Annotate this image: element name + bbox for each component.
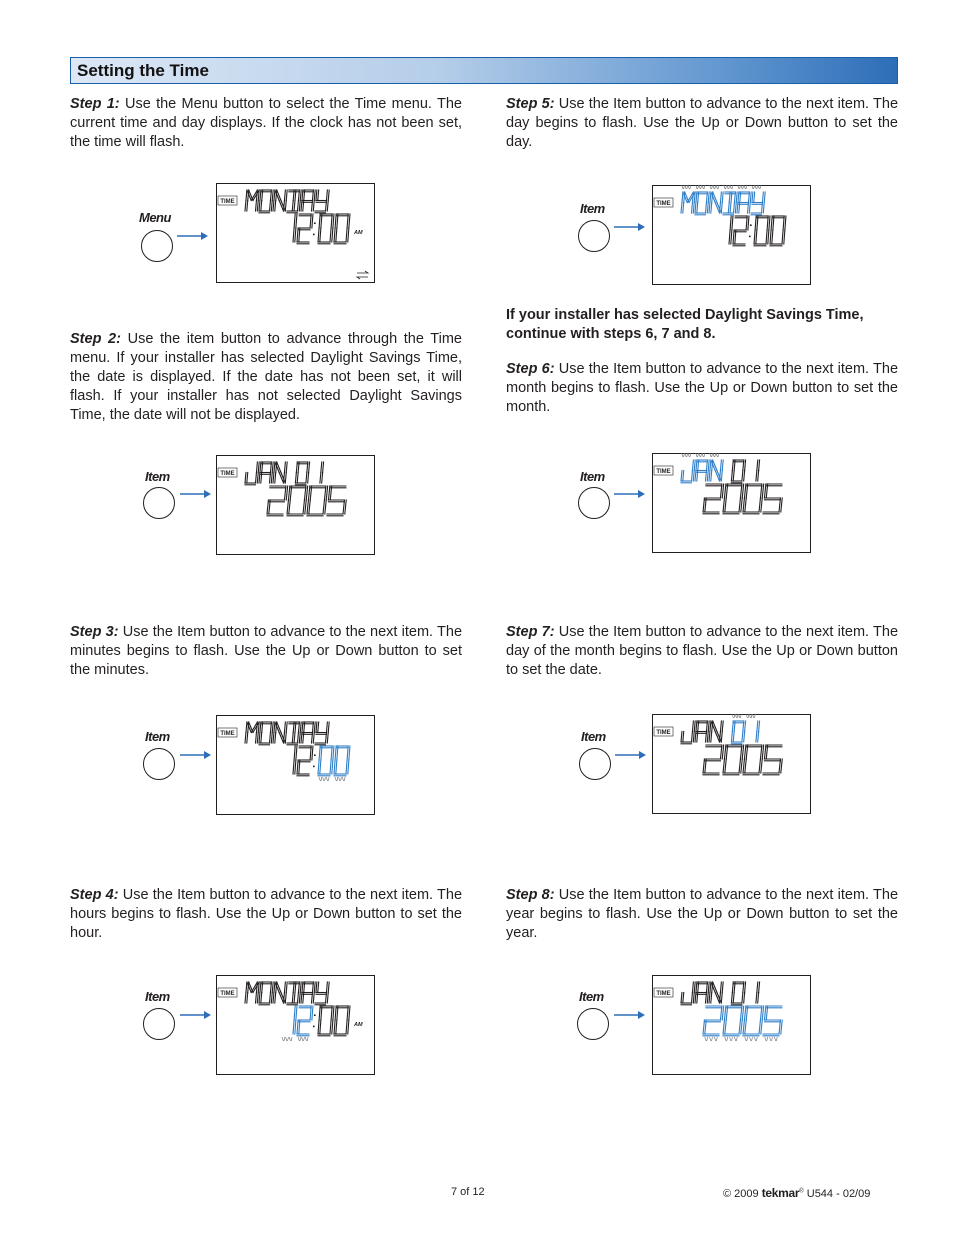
lcd-glyph — [733, 216, 749, 246]
arrow-right-icon — [614, 488, 646, 500]
lcd-glyph — [681, 460, 695, 483]
time-tag — [218, 988, 237, 997]
registered-mark: ® — [799, 1188, 804, 1195]
lcd-top-line — [681, 714, 760, 744]
lcd-glyph — [709, 721, 723, 742]
lcd-glyph — [743, 484, 764, 514]
flash-indicator — [765, 1037, 778, 1041]
lcd-glyph — [334, 746, 350, 776]
lcd-glyph — [770, 216, 786, 246]
time-tag-text: TIME — [656, 991, 671, 997]
lcd-bottom-line — [267, 486, 346, 516]
flash-indicator — [738, 185, 747, 189]
lcd-glyph — [703, 745, 724, 775]
colon-dot — [313, 766, 315, 768]
step-4-label: Step 4: — [70, 887, 119, 903]
item-button-label: Item — [581, 729, 606, 744]
flash-indicator — [710, 185, 719, 189]
lcd-glyph — [709, 460, 723, 481]
item-button-label: Item — [579, 989, 604, 1004]
lcd-display — [216, 975, 375, 1075]
step-1-text — [70, 95, 462, 152]
flash-indicator — [724, 185, 733, 189]
flash-indicator — [696, 185, 705, 189]
lcd-glyph — [723, 484, 744, 514]
flash-indicator — [725, 1037, 738, 1041]
step-6-body: Use the Item button to advance to the next item. The month begins to flash. Use the Up or Down button to set the month. — [506, 361, 899, 415]
step-2-body: Use the item button to advance through the Time menu. If your installer has selected Daylight Savings Time, the date is displayed. If the date has not been set, it will flash. If your installer has not selected Daylight Savings Time, the date will not be displayed. — [70, 331, 462, 423]
lcd-glyph — [297, 746, 313, 776]
lcd-glyph — [301, 722, 315, 743]
lcd-bottom-line — [703, 745, 782, 775]
lcd-glyph — [763, 484, 782, 514]
flash-indicator — [710, 453, 719, 457]
item-button-icon — [578, 487, 610, 519]
item-button-icon — [578, 220, 610, 252]
step-8-text — [506, 886, 898, 943]
step-3-text — [70, 623, 462, 680]
step-7-body: Use the Item button to advance to the next item. The day of the month begins to flash. Use the Up or Down button to set the date. — [506, 624, 899, 678]
time-tag-text: TIME — [656, 469, 671, 475]
step-3-label: Step 3: — [70, 624, 119, 640]
step-6-label: Step 6: — [506, 361, 555, 377]
lcd-display — [216, 455, 375, 555]
time-tag-text: TIME — [656, 201, 671, 207]
arrow-right-icon — [615, 749, 647, 761]
lcd-glyph — [273, 462, 287, 483]
lcd-glyph — [709, 982, 723, 1003]
am-indicator: AM — [354, 1022, 363, 1028]
flash-indicator — [335, 777, 345, 781]
lcd-glyph — [315, 722, 329, 745]
flash-indicator — [745, 1037, 758, 1041]
lcd-top-line — [681, 453, 760, 483]
flash-indicator — [319, 777, 329, 781]
lcd-bottom-line — [703, 484, 782, 514]
arrow-right-icon — [614, 221, 646, 233]
flash-indicator — [682, 453, 691, 457]
time-tag-text: TIME — [220, 731, 235, 737]
lcd-glyph — [245, 462, 259, 485]
lcd-glyph — [737, 192, 751, 213]
step-1-label: Step 1: — [70, 96, 120, 112]
item-button-label: Item — [580, 201, 605, 216]
menu-button-icon — [141, 230, 173, 262]
lcd-display — [652, 714, 811, 814]
lcd-glyph — [273, 190, 287, 211]
flash-indicator — [752, 185, 761, 189]
lcd-glyph — [743, 1006, 764, 1036]
lcd-glyph — [273, 982, 287, 1003]
lcd-glyph — [287, 486, 308, 516]
am-indicator: AM — [354, 230, 363, 236]
flash-indicator — [696, 453, 705, 457]
time-tag — [654, 198, 673, 207]
lcd-glyph — [723, 192, 737, 215]
colon-dot — [314, 1014, 316, 1016]
lcd-display — [216, 715, 375, 815]
time-tag — [218, 468, 237, 477]
lcd-glyph — [695, 460, 709, 481]
lcd-bottom-line — [282, 1006, 350, 1041]
step-1-body: Use the Menu button to select the Time menu. The current time and day displays. If the clock has not been set, the time will flash. — [70, 96, 462, 150]
lcd-glyph — [743, 745, 764, 775]
flash-indicator — [705, 1037, 718, 1041]
colon-dot — [750, 224, 752, 226]
step-5-label: Step 5: — [506, 96, 555, 112]
colon-dot — [313, 234, 315, 236]
lcd-top-line — [245, 190, 329, 213]
lcd-glyph — [681, 721, 695, 744]
lcd-display — [216, 183, 375, 283]
lcd-glyph — [301, 982, 315, 1003]
item-button-label: Item — [145, 469, 170, 484]
lcd-glyph — [259, 982, 273, 1005]
lcd-bottom-line — [703, 1006, 782, 1041]
lcd-glyph — [703, 484, 724, 514]
section-title: Setting the Time — [77, 61, 209, 80]
flash-indicator — [298, 1037, 308, 1041]
step-7-label: Step 7: — [506, 624, 555, 640]
page-number: 7 of 12 — [451, 1186, 485, 1198]
colon-dot — [313, 1026, 315, 1028]
step-5-text — [506, 95, 898, 152]
step-4-text — [70, 886, 462, 943]
colon-dot — [314, 222, 316, 224]
item-button-icon — [143, 1008, 175, 1040]
time-tag-text: TIME — [220, 199, 235, 205]
flash-indicator — [732, 714, 741, 718]
time-tag-text: TIME — [656, 730, 671, 736]
step-7-text — [506, 623, 898, 680]
item-button-label: Item — [580, 469, 605, 484]
lcd-glyph — [318, 746, 334, 776]
menu-button-label: Menu — [139, 210, 171, 225]
dst-note: If your installer has selected Daylight Savings Time, continue with steps 6, 7 and 8. — [506, 307, 864, 342]
flash-indicator — [746, 714, 755, 718]
lcd-glyph — [259, 190, 273, 213]
time-tag — [654, 988, 673, 997]
lcd-glyph — [287, 190, 301, 213]
lcd-bottom-line — [729, 216, 786, 246]
section-header-bar — [70, 57, 898, 84]
lcd-glyph — [273, 722, 287, 743]
lcd-glyph — [695, 192, 709, 215]
lcd-glyph — [723, 745, 744, 775]
copyright-year: © 2009 — [723, 1188, 759, 1200]
lcd-glyph — [695, 982, 709, 1003]
lcd-top-line — [681, 185, 765, 215]
lcd-glyph — [763, 745, 782, 775]
lcd-glyph — [334, 214, 350, 244]
colon-dot — [749, 236, 751, 238]
lcd-glyph — [681, 982, 695, 1005]
lcd-display — [652, 975, 811, 1075]
lcd-glyph — [297, 214, 313, 244]
arrow-right-icon — [180, 488, 212, 500]
lcd-bottom-line — [293, 746, 350, 781]
lcd-glyph — [756, 721, 760, 742]
flash-indicator — [682, 185, 691, 189]
document-code: U544 - 02/09 — [806, 1188, 871, 1200]
item-button-icon — [143, 748, 175, 780]
step-8-body: Use the Item button to advance to the next item. The year begins to flash. Use the Up or Down button to set the year. — [506, 887, 899, 941]
lcd-glyph — [287, 722, 301, 745]
lcd-glyph — [681, 192, 695, 213]
step-3-body: Use the Item button to advance to the next item. The minutes begins to flash. Use the Up or Down button to set the minutes. — [70, 624, 463, 678]
lcd-glyph — [731, 460, 745, 483]
lcd-glyph — [318, 214, 334, 244]
lcd-bottom-line — [293, 214, 350, 244]
swap-arrows-icon — [357, 271, 368, 279]
flash-indicator — [282, 1037, 292, 1041]
colon-dot — [314, 754, 316, 756]
lcd-top-line — [245, 462, 324, 485]
brand-logo: tekmar — [761, 1186, 800, 1200]
arrow-right-icon — [180, 749, 212, 761]
lcd-glyph — [245, 722, 259, 743]
time-tag-text: TIME — [220, 471, 235, 477]
arrow-right-icon — [180, 1009, 212, 1021]
lcd-glyph — [259, 462, 273, 483]
item-button-icon — [579, 748, 611, 780]
lcd-glyph — [295, 462, 309, 485]
step-8-label: Step 8: — [506, 887, 555, 903]
lcd-glyph — [756, 460, 760, 481]
lcd-glyph — [315, 190, 329, 213]
time-tag — [218, 196, 237, 205]
footer-copyright — [723, 1186, 870, 1200]
lcd-top-line — [245, 722, 329, 745]
step-6-text — [506, 360, 898, 417]
lcd-display — [652, 185, 811, 285]
lcd-glyph — [327, 486, 346, 516]
lcd-display — [652, 453, 811, 553]
lcd-glyph — [245, 982, 259, 1003]
lcd-glyph — [318, 1006, 334, 1036]
step-2-text — [70, 330, 462, 425]
lcd-glyph — [293, 214, 297, 242]
item-button-icon — [143, 487, 175, 519]
lcd-glyph — [259, 722, 273, 745]
arrow-right-icon — [177, 230, 209, 242]
lcd-top-line — [245, 982, 329, 1005]
lcd-glyph — [320, 462, 324, 483]
item-button-label: Item — [145, 729, 170, 744]
item-button-label: Item — [145, 989, 170, 1004]
lcd-glyph — [245, 190, 259, 211]
arrow-right-icon — [614, 1009, 646, 1021]
lcd-glyph — [293, 1006, 297, 1034]
lcd-glyph — [301, 190, 315, 211]
lcd-glyph — [307, 486, 328, 516]
lcd-glyph — [729, 216, 733, 244]
step-5-body: Use the Item button to advance to the next item. The day begins to flash. Use the Up or Down button to set the day. — [506, 96, 899, 150]
lcd-glyph — [267, 486, 288, 516]
lcd-glyph — [334, 1006, 350, 1036]
lcd-glyph — [287, 982, 301, 1005]
lcd-glyph — [709, 192, 723, 213]
item-button-icon — [577, 1008, 609, 1040]
lcd-top-line — [681, 982, 760, 1005]
lcd-glyph — [754, 216, 770, 246]
step-2-label: Step 2: — [70, 331, 121, 347]
lcd-glyph — [763, 1006, 782, 1036]
lcd-glyph — [723, 1006, 744, 1036]
time-tag — [218, 728, 237, 737]
lcd-glyph — [731, 982, 745, 1005]
time-tag — [654, 727, 673, 736]
lcd-glyph — [731, 721, 745, 744]
lcd-glyph — [703, 1006, 724, 1036]
time-tag-text: TIME — [220, 991, 235, 997]
lcd-glyph — [297, 1006, 313, 1036]
lcd-glyph — [293, 746, 297, 774]
lcd-glyph — [315, 982, 329, 1005]
time-tag — [654, 466, 673, 475]
lcd-glyph — [751, 192, 765, 215]
lcd-glyph — [756, 982, 760, 1003]
step-4-body: Use the Item button to advance to the next item. The hours begins to flash. Use the Up or Down button to set the hour. — [70, 887, 463, 941]
lcd-glyph — [695, 721, 709, 742]
